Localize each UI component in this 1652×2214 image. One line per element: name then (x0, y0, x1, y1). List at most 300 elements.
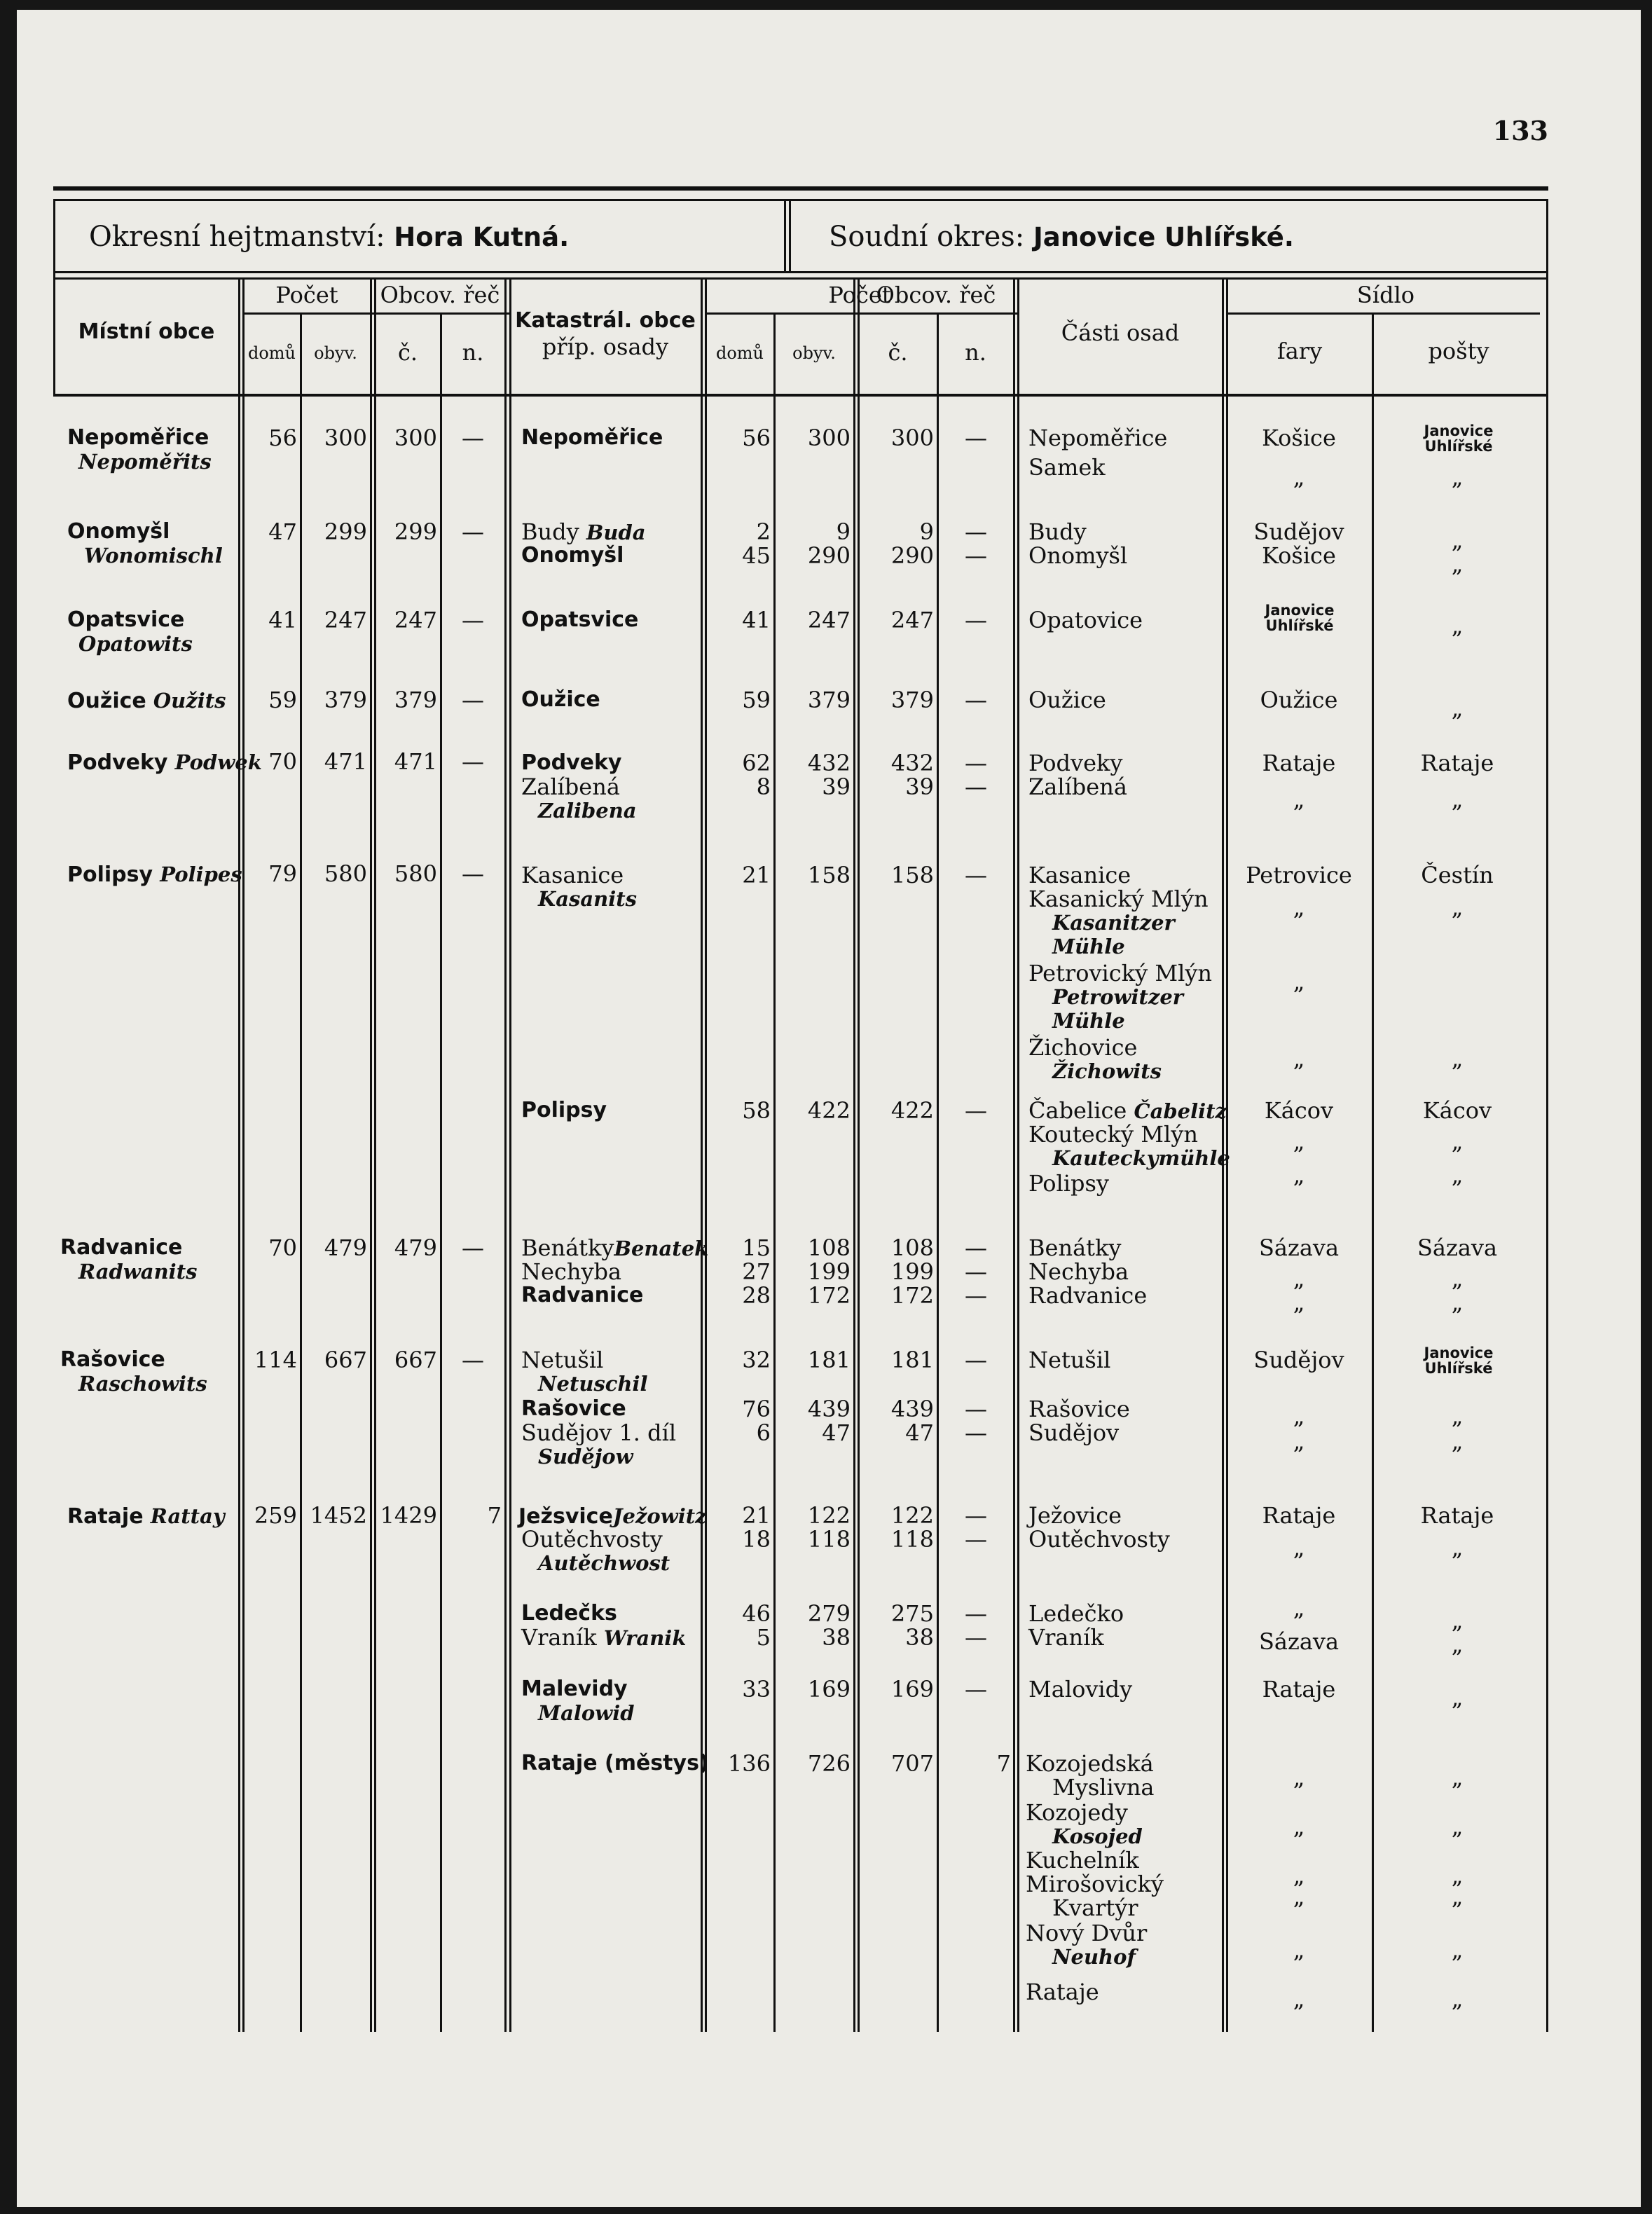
post-office: „ (1451, 695, 1464, 722)
cadastral-name: Sudějov 1. díl (521, 1419, 677, 1446)
cadastral-name-de: Wranik (603, 1626, 687, 1650)
lang-czech: 108 (890, 1235, 934, 1261)
houses: 32 (742, 1347, 771, 1373)
parish-seat: Rataje (1262, 1676, 1336, 1703)
municipality-name-cz: Polipsy (67, 862, 153, 887)
cadastral-name (518, 1504, 707, 1529)
col-katastr-2: příp. osady (542, 334, 669, 360)
settlement-part: Kozojedská (1026, 1750, 1154, 1777)
population: 479 (324, 1235, 367, 1261)
population: 379 (324, 687, 367, 713)
population: 279 (807, 1600, 851, 1627)
lang-german: — (965, 1526, 987, 1553)
houses: 56 (268, 425, 297, 451)
col-c: č. (397, 339, 418, 366)
lang-czech: 300 (890, 425, 934, 451)
cadastral-name: Zalíbená (521, 773, 620, 800)
cadastral-name: Onomyšl (521, 543, 624, 568)
parish-seat: „ (1293, 1428, 1305, 1455)
settlement-part: Outěchvosty (1028, 1526, 1170, 1553)
lang-czech: 379 (394, 687, 437, 713)
cadastral-name: Outěchvosty (521, 1526, 663, 1553)
post-office: „ (1451, 1986, 1464, 2012)
houses: 28 (742, 1282, 771, 1309)
municipality-german: Radwanits (78, 1260, 198, 1284)
municipality-name-cz: Oužice (67, 689, 146, 713)
houses: 33 (742, 1676, 771, 1703)
settlement-part-de: Kauteckymühle (1052, 1146, 1230, 1170)
post-office: „ (1451, 786, 1464, 813)
col-katastr: Katastrál. obce (515, 308, 696, 333)
cadastral-name: Rataje (městys) (521, 1751, 709, 1775)
municipality-name-cz: Podveky (67, 750, 168, 775)
municipality-german: Podwek (174, 750, 262, 774)
population: 300 (807, 425, 851, 451)
settlement-part: Benátky (1028, 1235, 1122, 1261)
settlement-part-de-2: Mühle (1052, 935, 1125, 958)
court-heading (829, 221, 1294, 253)
population: 169 (807, 1676, 851, 1703)
cadastral-name (521, 1625, 686, 1650)
lang-czech: 707 (890, 1750, 934, 1777)
settlement-part: Mirošovický (1026, 1871, 1164, 1897)
houses: 259 (254, 1502, 297, 1529)
parish-seat: „ (1293, 1403, 1305, 1429)
settlement-part: Rataje (1026, 1979, 1099, 2005)
post-office: „ (1451, 527, 1464, 554)
post-office: Rataje (1420, 750, 1494, 776)
lang-czech: 9 (919, 518, 934, 545)
court-value: Janovice Uhlířské. (1033, 222, 1294, 252)
parish-seat: Sudějov (1253, 518, 1344, 545)
cadastral-name: Opatsvice (521, 607, 639, 632)
col-sidlo: Sídlo (1356, 282, 1415, 308)
lang-german: — (462, 518, 484, 545)
post-office: Janovice Uhlířské (1424, 1345, 1494, 1377)
cadastral-name-de: Zalibena (538, 799, 637, 823)
lang-german: — (965, 1347, 987, 1373)
parish-seat: Sázava (1258, 1235, 1340, 1261)
parish-seat: „ (1293, 1595, 1305, 1621)
cadastral-name-cz: Benátky (521, 1235, 614, 1261)
col-obyv-2: obyv. (792, 343, 836, 363)
settlement-part: Podveky (1028, 750, 1123, 776)
municipality-name (67, 1504, 225, 1529)
parish-seat: Kácov (1264, 1097, 1334, 1124)
lang-czech: 118 (890, 1526, 934, 1553)
lang-german: — (462, 607, 484, 633)
houses: 41 (742, 607, 771, 633)
parish-seat: „ (1293, 1162, 1305, 1188)
cadastral-name-de: Kasanits (538, 887, 637, 911)
lang-czech: 122 (890, 1502, 934, 1529)
cadastral-name: Oužice (521, 687, 600, 712)
col-domu: domů (247, 343, 296, 363)
houses: 76 (742, 1396, 771, 1422)
lang-czech: 247 (890, 607, 934, 633)
post-office: „ (1451, 551, 1464, 577)
settlement-part: Budy (1028, 518, 1087, 545)
parish-seat: „ (1293, 1534, 1305, 1561)
cadastral-name-de: Buda (586, 521, 646, 544)
lang-german: — (965, 1502, 987, 1529)
settlement-part: Oužice (1028, 687, 1106, 713)
parish-seat: „ (1293, 1045, 1305, 1072)
lang-czech: 290 (890, 542, 934, 569)
cadastral-name: Malevidy (521, 1677, 628, 1701)
cadastral-name-de: Netuschil (538, 1372, 648, 1396)
district-value: Hora Kutná. (394, 222, 570, 252)
cadastral-name: Netušil (521, 1347, 604, 1373)
houses: 5 (756, 1624, 771, 1651)
post-office: Sázava (1417, 1235, 1498, 1261)
post-office: Janovice Uhlířské (1424, 422, 1494, 455)
settlement-part: Sudějov (1028, 1419, 1120, 1446)
cadastral-name-de: Malowid (538, 1701, 635, 1725)
population: 580 (324, 860, 367, 887)
col-pocet: Počet (275, 282, 338, 308)
post-office: „ (1451, 894, 1464, 921)
settlement-part: Kasanice (1028, 862, 1131, 888)
population: 299 (324, 518, 367, 545)
settlement-part: Samek (1028, 454, 1106, 481)
parish-seat: „ (1293, 894, 1305, 921)
settlement-part: Radvanice (1028, 1282, 1148, 1309)
lang-czech: 169 (890, 1676, 934, 1703)
post-office: „ (1451, 1162, 1464, 1188)
lang-german: — (965, 1676, 987, 1703)
court-label: Soudní okres: (829, 221, 1025, 253)
lang-german: — (965, 425, 987, 451)
header-divider (784, 201, 791, 271)
population: 726 (807, 1750, 851, 1777)
population: 47 (822, 1419, 851, 1446)
lang-german: — (462, 425, 484, 451)
municipality-name: Nepoměřice (67, 425, 209, 450)
cadastral-name-de: Autěchwost (538, 1551, 670, 1575)
municipality-german: Raschowits (78, 1372, 207, 1396)
col-mistni-obce: Místní obce (78, 319, 215, 344)
population: 422 (807, 1097, 851, 1124)
parish-seat: Janovice Uhlířské (1265, 602, 1335, 634)
municipality-name (67, 750, 262, 775)
lang-german: — (965, 542, 987, 569)
population: 39 (822, 773, 851, 800)
lang-german: 7 (487, 1502, 502, 1529)
post-office: „ (1451, 464, 1464, 490)
post-office: „ (1451, 1607, 1464, 1634)
houses: 70 (268, 748, 297, 775)
col-n: n. (462, 339, 484, 366)
settlement-part: Onomyšl (1028, 542, 1128, 569)
population: 471 (324, 748, 367, 775)
cadastral-name (521, 520, 646, 544)
settlement-part-cz: Čabelice (1028, 1097, 1127, 1124)
col-casti-osad: Části osad (1061, 319, 1180, 346)
houses: 56 (742, 425, 771, 451)
post-office: „ (1451, 1862, 1464, 1889)
houses: 8 (756, 773, 771, 800)
houses: 114 (254, 1347, 297, 1373)
municipality-name: Opatsvice (67, 607, 185, 632)
post-office: „ (1451, 612, 1464, 639)
settlement-part-2: Kvartýr (1052, 1895, 1138, 1921)
cadastral-name: Nechyba (521, 1258, 622, 1285)
cadastral-name-cz: Budy (521, 518, 579, 545)
municipality-name: Radvanice (60, 1235, 183, 1260)
post-office: „ (1451, 1764, 1464, 1791)
population: 9 (836, 518, 851, 545)
settlement-part: Ježovice (1028, 1502, 1122, 1529)
post-office: „ (1451, 1265, 1464, 1292)
cadastral-name: Rašovice (521, 1396, 626, 1421)
lang-czech: 300 (394, 425, 437, 451)
settlement-part-de: Neuhof (1052, 1945, 1136, 1969)
municipality-name: Rašovice (60, 1347, 165, 1372)
settlement-part-de-2: Mühle (1052, 1009, 1125, 1033)
post-office: „ (1451, 1128, 1464, 1155)
col-fary: fary (1276, 338, 1323, 364)
houses: 15 (742, 1235, 771, 1261)
col-obcov-rec: Obcov. řeč (380, 282, 500, 308)
houses: 47 (268, 518, 297, 545)
population: 181 (807, 1347, 851, 1373)
lang-german: — (965, 862, 987, 888)
post-office: „ (1451, 1534, 1464, 1561)
lang-german: — (462, 1347, 484, 1373)
lang-czech: 158 (890, 862, 934, 888)
parish-seat: „ (1293, 1128, 1305, 1155)
col-obyv: obyv. (314, 343, 357, 363)
parish-seat: Rataje (1262, 750, 1336, 776)
municipality-german: Opatowits (78, 632, 193, 656)
lang-german: — (965, 1600, 987, 1627)
post-office: „ (1451, 1937, 1464, 1963)
lang-german: — (462, 1235, 484, 1261)
houses: 58 (742, 1097, 771, 1124)
lang-czech: 422 (890, 1097, 934, 1124)
settlement-part-de: Petrowitzer (1052, 985, 1184, 1009)
population: 379 (807, 687, 851, 713)
municipality-german: Nepoměřits (78, 450, 212, 474)
parish-seat: „ (1293, 464, 1305, 490)
district-header (53, 199, 1548, 273)
lang-german: — (965, 1419, 987, 1446)
houses: 45 (742, 542, 771, 569)
post-office: „ (1451, 1045, 1464, 1072)
parish-seat: Sudějov (1253, 1347, 1344, 1373)
houses: 46 (742, 1600, 771, 1627)
settlement-part: Kuchelník (1026, 1847, 1139, 1873)
population: 667 (324, 1347, 367, 1373)
settlement-part-de: Kasanitzer (1052, 911, 1175, 935)
lang-german: — (965, 1282, 987, 1309)
parish-seat: „ (1293, 1986, 1305, 2012)
lang-czech: 379 (890, 687, 934, 713)
post-office: Čestín (1421, 862, 1494, 888)
population: 432 (807, 750, 851, 776)
settlement-part-de: Čabelitz (1134, 1099, 1227, 1123)
col-pocet-2: Počet (828, 282, 891, 308)
houses: 18 (742, 1526, 771, 1553)
parish-seat: Oužice (1260, 687, 1338, 713)
houses: 70 (268, 1235, 297, 1261)
houses: 59 (742, 687, 771, 713)
settlement-part: Nechyba (1028, 1258, 1129, 1285)
lang-czech: 1429 (380, 1502, 437, 1529)
population: 300 (324, 425, 367, 451)
parish-seat: Rataje (1262, 1502, 1336, 1529)
lang-german: — (965, 1235, 987, 1261)
population: 118 (807, 1526, 851, 1553)
municipality-name (67, 688, 226, 713)
lang-czech: 275 (890, 1600, 934, 1627)
post-office: „ (1451, 1883, 1464, 1910)
houses: 62 (742, 750, 771, 776)
parish-seat: „ (1293, 1937, 1305, 1963)
settlement-part-2: Myslivna (1052, 1774, 1155, 1801)
lang-czech: 47 (905, 1419, 934, 1446)
lang-czech: 439 (890, 1396, 934, 1422)
parish-seat: „ (1293, 786, 1305, 813)
cadastral-name (521, 1236, 708, 1260)
post-office: „ (1451, 1428, 1464, 1455)
lang-czech: 479 (394, 1235, 437, 1261)
lang-german: — (965, 1097, 987, 1124)
parish-seat: „ (1293, 1813, 1305, 1840)
municipality-german: Rattay (150, 1504, 225, 1528)
houses: 59 (268, 687, 297, 713)
settlement-part: Vraník (1028, 1624, 1104, 1651)
top-rule (53, 186, 1548, 191)
settlement-part: Malovidy (1028, 1676, 1133, 1703)
population: 439 (807, 1396, 851, 1422)
cadastral-name: Polipsy (521, 1098, 607, 1122)
municipality-name-cz: Rataje (67, 1504, 144, 1529)
cadastral-name-de: Benatek (614, 1237, 709, 1260)
settlement-part: Zalíbená (1028, 773, 1127, 800)
population: 1452 (310, 1502, 367, 1529)
population: 172 (807, 1282, 851, 1309)
parish-seat: Petrovice (1246, 862, 1352, 888)
lang-czech: 432 (890, 750, 934, 776)
population: 290 (807, 542, 851, 569)
houses: 21 (742, 1502, 771, 1529)
population: 38 (822, 1624, 851, 1651)
population: 247 (324, 607, 367, 633)
lang-czech: 39 (905, 773, 934, 800)
post-office: „ (1451, 1684, 1464, 1711)
lang-german: — (462, 860, 484, 887)
post-office: „ (1451, 1289, 1464, 1316)
lang-german: — (965, 1396, 987, 1422)
settlement-part: Nový Dvůr (1026, 1920, 1148, 1946)
cadastral-name-de: Sudějow (538, 1445, 633, 1469)
parish-seat: „ (1293, 1289, 1305, 1316)
lang-czech: 471 (394, 748, 437, 775)
houses: 41 (268, 607, 297, 633)
settlement-part: Rašovice (1028, 1396, 1130, 1422)
lang-czech: 38 (905, 1624, 934, 1651)
page-number: 133 (1492, 115, 1548, 146)
houses: 79 (268, 860, 297, 887)
parish-seat: „ (1293, 1883, 1305, 1910)
settlement-part-de: Kosojed (1052, 1824, 1143, 1848)
settlement-part: Kasanický Mlýn (1028, 886, 1209, 912)
houses: 136 (727, 1750, 771, 1777)
settlement-part: Nepoměřice (1028, 425, 1168, 451)
post-office: Kácov (1422, 1097, 1492, 1124)
houses: 21 (742, 862, 771, 888)
population: 199 (807, 1258, 851, 1285)
district-label: Okresní hejtmanství: (89, 221, 385, 253)
municipality-german: Wonomischl (84, 544, 223, 568)
cadastral-name-cz: Vraník (521, 1624, 597, 1651)
lang-czech: 172 (890, 1282, 934, 1309)
post-office: „ (1451, 1403, 1464, 1429)
cadastral-name-cz: Ježsvice (518, 1504, 613, 1529)
parish-seat: „ (1293, 968, 1305, 995)
houses: 6 (756, 1419, 771, 1446)
lang-german: — (462, 687, 484, 713)
parish-seat: Košice (1262, 425, 1336, 451)
lang-german: — (965, 1624, 987, 1651)
population: 247 (807, 607, 851, 633)
parish-seat: „ (1293, 1764, 1305, 1791)
population: 108 (807, 1235, 851, 1261)
cadastral-name: Ledečks (521, 1601, 617, 1625)
col-domu-2: domů (715, 343, 764, 363)
settlement-part: Kozojedy (1026, 1799, 1128, 1826)
settlement-part: Ledečko (1028, 1600, 1124, 1627)
lang-czech: 247 (394, 607, 437, 633)
lang-czech: 299 (394, 518, 437, 545)
post-office: „ (1451, 1813, 1464, 1840)
settlement-part: Opatovice (1028, 607, 1143, 633)
lang-german: — (965, 773, 987, 800)
lang-german: — (965, 687, 987, 713)
settlement-part: Koutecký Mlýn (1028, 1121, 1198, 1148)
lang-german: 7 (996, 1750, 1011, 1777)
settlement-part-de: Žichowits (1052, 1059, 1162, 1083)
cadastral-name-de: Ježowitz (612, 1504, 707, 1528)
lang-czech: 199 (890, 1258, 934, 1285)
settlement-part (1028, 1099, 1227, 1123)
district-heading (89, 221, 569, 253)
houses: 2 (756, 518, 771, 545)
lang-german: — (965, 750, 987, 776)
municipality-german: Polipes (160, 862, 242, 886)
lang-german: — (462, 748, 484, 775)
lang-german: — (965, 518, 987, 545)
settlement-part: Netušil (1028, 1347, 1111, 1373)
lang-german: — (965, 1258, 987, 1285)
lang-czech: 580 (394, 860, 437, 887)
parish-seat: Košice (1262, 542, 1336, 569)
lang-german: — (965, 607, 987, 633)
parish-seat: „ (1293, 1265, 1305, 1292)
col-posty: pošty (1428, 338, 1489, 364)
population: 122 (807, 1502, 851, 1529)
cadastral-name: Radvanice (521, 1283, 644, 1307)
post-office: „ (1451, 1631, 1464, 1658)
population: 158 (807, 862, 851, 888)
settlement-part: Polipsy (1028, 1170, 1109, 1197)
lang-czech: 181 (890, 1347, 934, 1373)
municipality-german: Oužits (153, 689, 226, 713)
lang-czech: 667 (394, 1347, 437, 1373)
municipality-name (67, 862, 242, 887)
